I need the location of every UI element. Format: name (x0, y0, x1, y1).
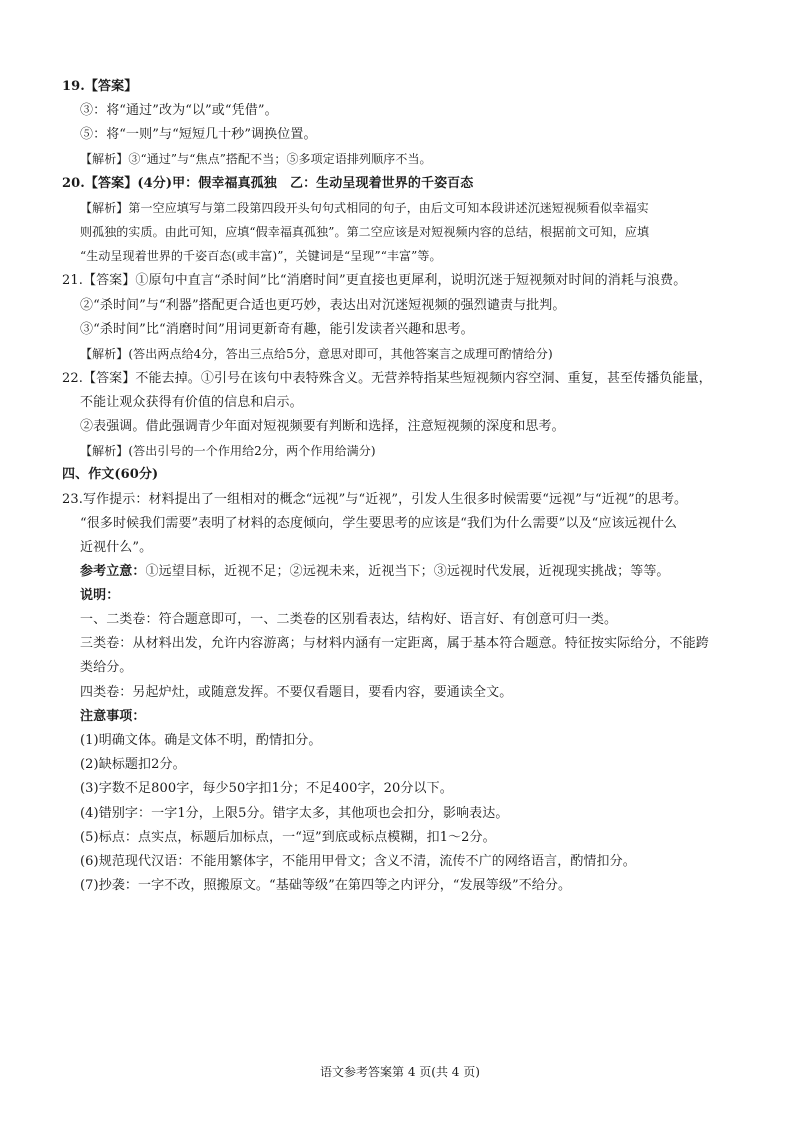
q19-heading: 19.【答案】 (62, 79, 138, 94)
caution-item-5: (5)标点：点实点，标题后加标点，一“逗”到底或标点模糊，扣1～2分。 (80, 830, 496, 845)
note-line-3: 类给分。 (80, 660, 133, 675)
caution-item-4: (4)错别字：一字1分，上限5分。错字太多，其他项也会扣分，影响表达。 (80, 806, 509, 821)
note-line-1: 一、二类卷：符合题意即可，一、二类卷的区别看表达，结构好、语言好、有创意可归一类。 (80, 612, 618, 627)
q21-answer-line-2: ②“杀时间”与“利器”搭配更合适也更巧妙，表达出对沉迷短视频的强烈谴责与批判。 (80, 298, 566, 313)
section-4-heading: 四、作文(60分) (62, 467, 159, 482)
note-line-4: 四类卷：另起炉灶，或随意发挥。不要仅看题目，要看内容，要通读全文。 (80, 685, 513, 700)
q23-heading: 23.写作提示：材料提出了一组相对的概念“远视”与“近视”，引发人生很多时候需要“远视”与“近视”的思考。 (62, 492, 688, 507)
note-line-2: 三类卷：从材料出发，允许内容游离；与材料内涵有一定距离，属于基本符合题意。特征按实际给分，不能跨 (80, 636, 709, 651)
q19-analysis: 【解析】③“通过”与“焦点”搭配不当；⑤多项定语排列顺序不当。 (80, 152, 432, 166)
notes-label: 说明： (80, 588, 120, 603)
reference-ideas-label: 参考立意： (80, 564, 146, 579)
caution-item-7: (7)抄袭：一字不改，照搬原文。“基础等级”在第四等之内评分，“发展等级”不给分。 (80, 878, 572, 893)
q21-analysis: 【解析】(答出两点给4分，答出三点给5分，意思对即可，其他答案言之成理可酌情给分) (80, 347, 553, 361)
q22-heading: 22.【答案】不能去掉。①引号在该句中表特殊含义。无营养特指某些短视频内容空洞、重复，甚至传播负能量， (62, 371, 712, 386)
caution-item-2: (2)缺标题扣2分。 (80, 757, 186, 772)
q22-answer-line-3: ②表强调。借此强调青少年面对短视频要有判断和选择，注意短视频的深度和思考。 (80, 419, 565, 434)
q20-analysis-line-1: 【解析】第一空应填写与第二段第四段开头句句式相同的句子，由后文可知本段讲述沉迷短视频看似幸福实 (80, 201, 649, 215)
q20-analysis-line-2: 则孤独的实质。由此可知，应填“假幸福真孤独”。第二空应该是对短视频内容的总结，根据前文可知，应填 (80, 225, 650, 239)
caution-item-3: (3)字数不足800字，每少50字扣1分；不足400字，20分以下。 (80, 781, 453, 796)
q22-answer-line-2: 不能让观众获得有价值的信息和启示。 (80, 395, 303, 410)
q22-analysis: 【解析】(答出引号的一个作用给2分，两个作用给满分) (80, 444, 376, 458)
q20-heading: 20.【答案】(4分)甲：假幸福真孤独 乙：生动呈现着世界的千姿百态 (62, 176, 474, 191)
cautions-label: 注意事项： (80, 709, 146, 724)
q21-answer-line-3: ③“杀时间”比“消磨时间”用词更新奇有趣，能引发读者兴趣和思考。 (80, 322, 474, 337)
q19-answer-line-2: ⑤：将“一则”与“短短几十秒”调换位置。 (80, 127, 317, 142)
reference-ideas-text: ①远望目标，近视不足；②远视未来，近视当下；③远视时代发展，近视现实挑战；等等。 (145, 564, 670, 579)
caution-item-1: (1)明确文体。确是文体不明，酌情扣分。 (80, 733, 322, 748)
q21-heading: 21.【答案】①原句中直言“杀时间”比“消磨时间”更直接也更犀利，说明沉迷于短视频对时间的消耗与浪费。 (62, 273, 687, 288)
q19-answer-line-1: ③：将“通过”改为“以”或“凭借”。 (80, 103, 278, 118)
caution-item-6: (6)规范现代汉语：不能用繁体字，不能用甲骨文；含义不清，流传不广的网络语言，酌情扣分。 (80, 854, 636, 869)
q23-reference-ideas (80, 564, 670, 580)
q20-analysis-line-3: “生动呈现着世界的千姿百态(或丰富)”，关键词是“呈现”“丰富”等。 (80, 249, 442, 263)
q23-prompt-line-2: “很多时候我们需要”表明了材料的态度倾向，学生要思考的应该是“我们为什么需要”以及“应该远视什么 (80, 516, 678, 531)
q23-prompt-line-3: 近视什么”。 (80, 540, 153, 555)
page-footer: 语文参考答案第 4 页(共 4 页) (320, 1065, 480, 1079)
